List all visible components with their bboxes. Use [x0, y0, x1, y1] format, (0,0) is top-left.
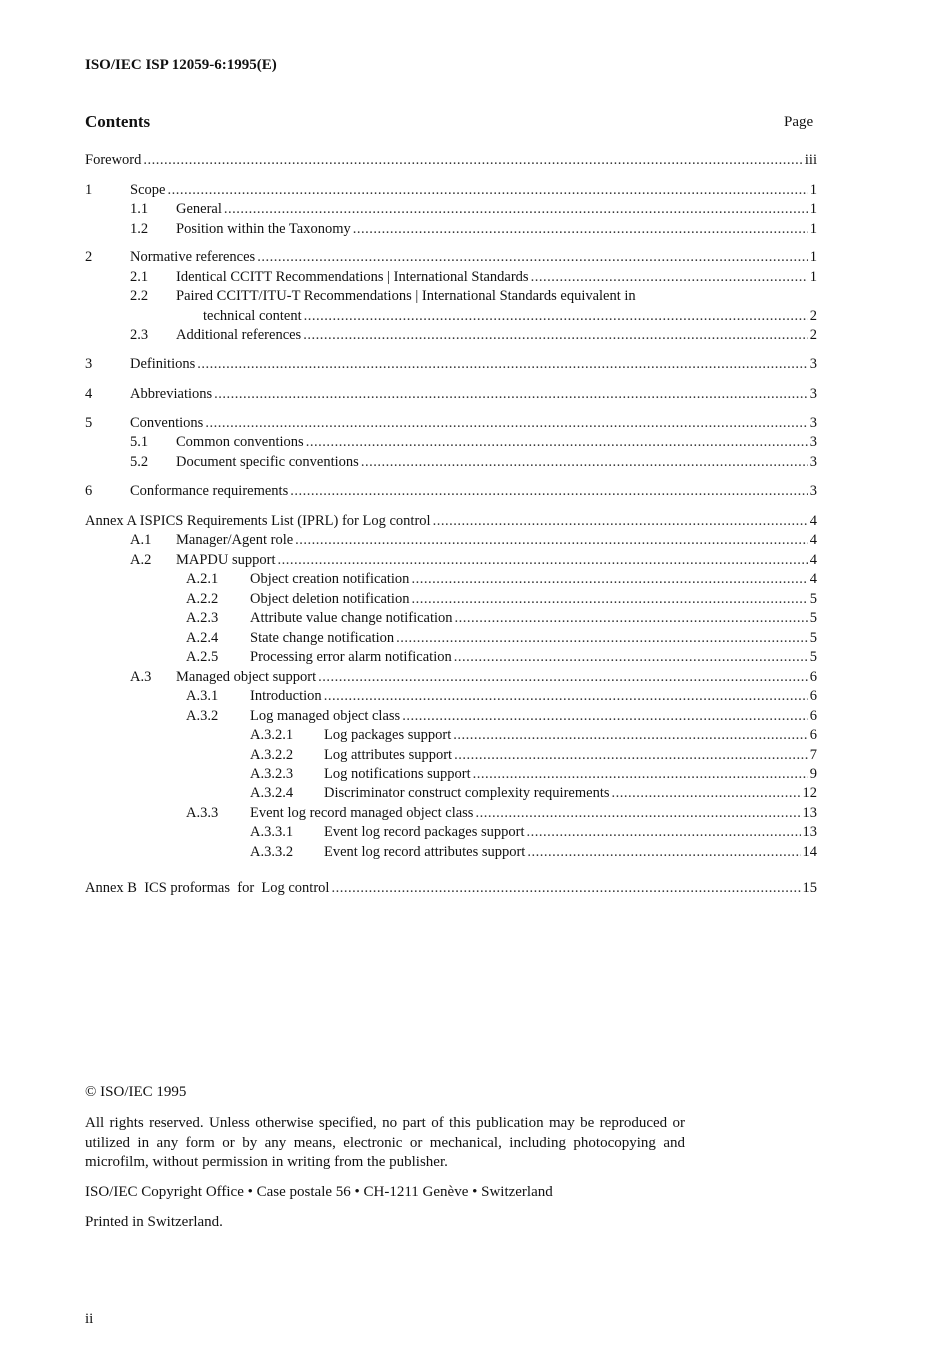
toc-entry[interactable]: [85, 783, 817, 803]
toc-entry-title: Foreword: [85, 152, 142, 168]
contents-title: Contents: [85, 112, 151, 131]
toc-entry-number: 1.2: [130, 221, 149, 237]
page-column-label: Page: [784, 114, 814, 130]
toc-entry-number: A.3.3: [186, 805, 219, 821]
toc-entry-page: 1: [809, 182, 817, 198]
toc-entry[interactable]: [85, 608, 817, 628]
toc-entry-number: 2: [85, 249, 93, 265]
toc-entry[interactable]: [85, 219, 817, 239]
toc-entry-number: A.1: [130, 532, 152, 548]
toc-entry-title: Position within the Taxonomy: [176, 221, 351, 237]
toc-entry-title: Document specific conventions: [176, 454, 359, 470]
toc-entry[interactable]: [85, 628, 817, 648]
toc-entry[interactable]: [85, 354, 817, 374]
toc-entry-page: 3: [809, 386, 817, 402]
toc-entry[interactable]: [85, 325, 817, 345]
toc-entry[interactable]: [85, 150, 817, 170]
toc-entry[interactable]: [85, 267, 817, 287]
toc-entry-number: 2.3: [130, 327, 149, 343]
toc-entry-number: A.3.1: [186, 688, 219, 704]
toc-entry-page: 3: [809, 483, 817, 499]
toc-entry[interactable]: [85, 432, 817, 452]
toc-entry-page: 1: [809, 269, 817, 285]
toc-entry-number: 6: [85, 483, 93, 499]
toc-entry[interactable]: [85, 413, 817, 433]
toc-entry-page: 6: [809, 708, 817, 724]
toc-entry-page: 15: [802, 880, 817, 896]
toc-entry-title: Paired CCITT/ITU-T Recommendations | International Standards equivalent in: [176, 288, 636, 304]
toc-entry-title: Discriminator construct complexity requirements: [324, 785, 610, 801]
toc-entry-title: MAPDU support: [176, 552, 276, 568]
toc-entry-page: 12: [802, 785, 817, 801]
toc-entry[interactable]: [85, 550, 817, 570]
toc-entry-title: Conventions: [130, 415, 204, 431]
toc-entry-number: 2.1: [130, 269, 149, 285]
toc-entry-number: 4: [85, 386, 93, 402]
toc-entry-page: 3: [809, 454, 817, 470]
toc-entry-title: Event log record managed object class: [250, 805, 474, 821]
toc-entry-page: 5: [809, 630, 817, 646]
toc-entry-page: 1: [809, 201, 817, 217]
toc-entry[interactable]: [85, 247, 817, 267]
toc-entry[interactable]: [85, 589, 817, 609]
toc-entry-page: 6: [809, 669, 817, 685]
toc-entry-page: 13: [802, 824, 817, 840]
toc-entry[interactable]: [85, 384, 817, 404]
toc-entry-title: Event log record packages support: [324, 824, 525, 840]
toc-entry-title: Object creation notification: [250, 571, 410, 587]
toc-entry-number: A.3.3.2: [250, 844, 294, 860]
toc-entry-number: A.2.1: [186, 571, 219, 587]
toc-entry-number: 3: [85, 356, 93, 372]
toc-entry-page: 14: [802, 844, 817, 860]
toc-entry-title: Attribute value change notification: [250, 610, 453, 626]
toc-entry[interactable]: [85, 842, 817, 862]
toc-entry[interactable]: [85, 530, 817, 550]
toc-entry-title: Annex B ICS proformas for Log control: [85, 880, 330, 896]
toc-entry-page: 3: [809, 356, 817, 372]
toc-entry-title: technical content: [203, 308, 302, 324]
toc-entry-title: Managed object support: [176, 669, 317, 685]
toc-entry-page: 5: [809, 591, 817, 607]
toc-entry-title: State change notification: [250, 630, 395, 646]
toc-entry-number: A.3.3.1: [250, 824, 294, 840]
toc-entry[interactable]: [85, 286, 817, 306]
toc-entry-number: A.2.2: [186, 591, 219, 607]
toc-entry[interactable]: [85, 745, 817, 765]
toc-entry-title: Event log record attributes support: [324, 844, 526, 860]
copyright-line: © ISO/IEC 1995: [85, 1084, 187, 1100]
toc-entry-title: Normative references: [130, 249, 256, 265]
toc-entry-number: 5.2: [130, 454, 149, 470]
toc-entry-page: 4: [809, 513, 817, 529]
toc-entry-page: 2: [809, 308, 817, 324]
toc-entry-page: 1: [809, 221, 817, 237]
toc-entry-title: Scope: [130, 182, 166, 198]
toc-entry-title: Common conventions: [176, 434, 304, 450]
toc-entry-page: 9: [809, 766, 817, 782]
toc-entry[interactable]: [85, 725, 817, 745]
toc-entry-continuation[interactable]: [85, 306, 817, 326]
toc-entry-title: Log packages support: [324, 727, 452, 743]
toc-entry-page: iii: [804, 152, 817, 168]
toc-entry-title: Abbreviations: [130, 386, 213, 402]
toc-entry-number: A.2.5: [186, 649, 219, 665]
toc-entry-page: 5: [809, 649, 817, 665]
toc-entry[interactable]: [85, 822, 817, 842]
toc-entry-page: 6: [809, 688, 817, 704]
toc-entry[interactable]: [85, 180, 817, 200]
toc-entry-page: 4: [809, 571, 817, 587]
toc-entry[interactable]: [85, 647, 817, 667]
toc-entry-title: Log managed object class: [250, 708, 401, 724]
printed-in: Printed in Switzerland.: [85, 1214, 223, 1230]
toc-entry[interactable]: [85, 452, 817, 472]
toc-entry[interactable]: [85, 803, 817, 823]
toc-entry[interactable]: [85, 569, 817, 589]
toc-entry-title: Definitions: [130, 356, 196, 372]
toc-entry-title: Object deletion notification: [250, 591, 410, 607]
toc-entry-number: A.2.3: [186, 610, 219, 626]
toc-entry-page: 6: [809, 727, 817, 743]
page-number: ii: [85, 1311, 94, 1327]
document-id-header: ISO/IEC ISP 12059-6:1995(E): [85, 57, 277, 73]
toc-entry-page: 3: [809, 434, 817, 450]
toc-entry-annex-b[interactable]: [85, 878, 817, 898]
toc-entry-title: General: [176, 201, 222, 217]
toc-entry-number: 1: [85, 182, 93, 198]
rights-statement: All rights reserved. Unless otherwise specified, no part of this publication may be reproduced or utilized in any form or by any means, electronic or mechanical, including photocopying and microfilm, without permission in writing from the publisher.: [85, 1115, 685, 1170]
copyright-office-address: ISO/IEC Copyright Office • Case postale 56 • CH-1211 Genève • Switzerland: [85, 1184, 553, 1200]
toc-entry-title: Manager/Agent role: [176, 532, 294, 548]
toc-entry-page: 4: [809, 532, 817, 548]
toc-entry-title: Identical CCITT Recommendations | International Standards: [176, 269, 529, 285]
toc-entry[interactable]: [85, 481, 817, 501]
toc-entry-title: Annex A ISPICS Requirements List (IPRL) for Log control: [85, 513, 431, 529]
toc-entry-number: A.3.2.1: [250, 727, 294, 743]
toc-entry[interactable]: [85, 706, 817, 726]
toc-entry-number: A.2.4: [186, 630, 219, 646]
toc-entry-page: 1: [809, 249, 817, 265]
toc-entry-title: Introduction: [250, 688, 322, 704]
toc-entry-number: A.3.2.3: [250, 766, 294, 782]
toc-entry-annex-a[interactable]: [85, 511, 817, 531]
toc-entry-page: 5: [809, 610, 817, 626]
toc-entry-number: 1.1: [130, 201, 149, 217]
toc-entry-title: Log attributes support: [324, 747, 453, 763]
toc-entry-page: 13: [802, 805, 817, 821]
toc-entry-title: Log notifications support: [324, 766, 471, 782]
toc-entry-number: 5: [85, 415, 93, 431]
toc-entry-page: 2: [809, 327, 817, 343]
toc-entry[interactable]: [85, 667, 817, 687]
toc-entry-page: 4: [809, 552, 817, 568]
toc-entry-number: A.3.2: [186, 708, 219, 724]
toc-entry-number: 5.1: [130, 434, 149, 450]
toc-entry-page: 3: [809, 415, 817, 431]
toc-entry[interactable]: [85, 686, 817, 706]
toc-entry-number: 2.2: [130, 288, 149, 304]
toc-entry-title: Additional references: [176, 327, 302, 343]
toc-entry-number: A.3.2.4: [250, 785, 294, 801]
toc-entry-title: Conformance requirements: [130, 483, 289, 499]
toc-entry-number: A.2: [130, 552, 152, 568]
toc-entry[interactable]: [85, 764, 817, 784]
toc-entry-number: A.3.2.2: [250, 747, 294, 763]
toc-entry-number: A.3: [130, 669, 152, 685]
toc-entry-page: 7: [809, 747, 817, 763]
toc-entry[interactable]: [85, 199, 817, 219]
toc-entry-title: Processing error alarm notification: [250, 649, 452, 665]
